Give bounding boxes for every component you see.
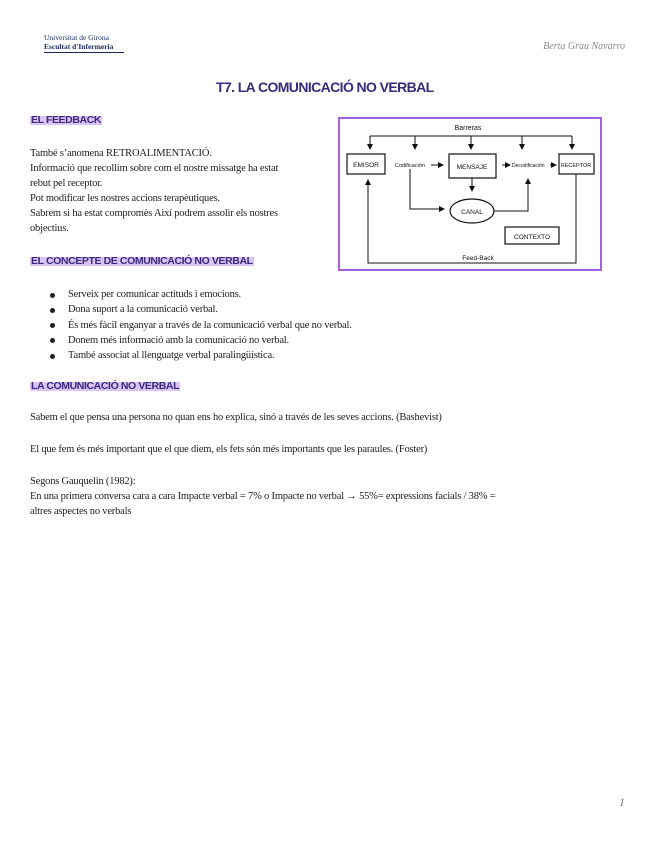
label-feedback: Feed-Back (462, 255, 494, 262)
author-name: Berta Grau Navarro (543, 41, 625, 52)
feedback-line: rebut pel receptor. (30, 178, 103, 189)
label-emisor: EMISOR (353, 162, 379, 169)
arrow-emisor-canal (410, 169, 444, 209)
bullet-item: Donem més informació amb la comunicació no verbal. (30, 333, 352, 348)
heading-feedback: EL FEEDBACK (31, 114, 102, 126)
feedback-line: També s’anomena RETROALIMENTACIÓ. (30, 148, 212, 159)
page-number: 1 (619, 795, 625, 809)
logo-underline (44, 52, 124, 53)
feedback-line: objectius. (30, 223, 69, 234)
feedback-line: Pot modificar les nostres accions terapèutiques. (30, 193, 220, 204)
bullet-item: És més fàcil enganyar a través de la comunicació verbal que no verbal. (30, 318, 352, 333)
heading-concepte: EL CONCEPTE DE COMUNICACIÓ NO VERBAL (31, 255, 253, 267)
logo (44, 33, 124, 53)
concepte-bullet-list (30, 287, 352, 363)
logo-university: Universitat de Girona (44, 33, 109, 42)
communication-diagram (338, 117, 602, 271)
feedback-line: Informació que recollim sobre com el nostre missatge ha estat (30, 163, 279, 174)
label-canal: CANAL (461, 209, 483, 216)
label-contexto: CONTEXTO (514, 234, 550, 241)
diagram-svg (340, 119, 600, 269)
gauquelin-line: Segons Gauquelin (1982): (30, 476, 136, 487)
label-receptor: RECEPTOR (560, 163, 592, 169)
label-barreras: Barreras (454, 125, 482, 132)
label-codificacion: Codificación (395, 163, 425, 169)
bullet-item: Serveix per comunicar actituds i emocions. (30, 287, 352, 302)
label-mensaje: MENSAJE (456, 164, 488, 171)
bullet-item: Dona suport a la comunicació verbal. (30, 302, 352, 317)
gauquelin-line: En una primera conversa cara a cara Impacte verbal = 7% o Impacte no verbal → 55%= expressions facials / 38% = (30, 491, 496, 502)
paragraph-gauquelin (30, 474, 495, 519)
page-title: T7. LA COMUNICACIÓ NO VERBAL (216, 79, 434, 95)
label-decodificacion: Decodificación (512, 163, 545, 169)
feedback-line: Sabrem si ha estat compromès Així podrem assolir els nostres (30, 208, 278, 219)
paragraph-foster: El que fem és més important que el que diem, els fets són més importants que les paraules. (Foster) (30, 444, 428, 455)
logo-faculty: Escultat d'Infermeria (44, 42, 114, 51)
feedback-text (30, 146, 278, 236)
arrow-canal-receptor (494, 179, 528, 211)
heading-comunicacio-no-verbal: LA COMUNICACIÓ NO VERBAL (31, 380, 180, 392)
paragraph-bashevist: Sabem el que pensa una persona no quan ens ho explica, sinó a través de les seves accions. (Bashevist) (30, 412, 442, 423)
bullet-item: També associat al llenguatge verbal paralingüística. (30, 348, 352, 363)
gauquelin-line: altres aspectes no verbals (30, 506, 132, 517)
